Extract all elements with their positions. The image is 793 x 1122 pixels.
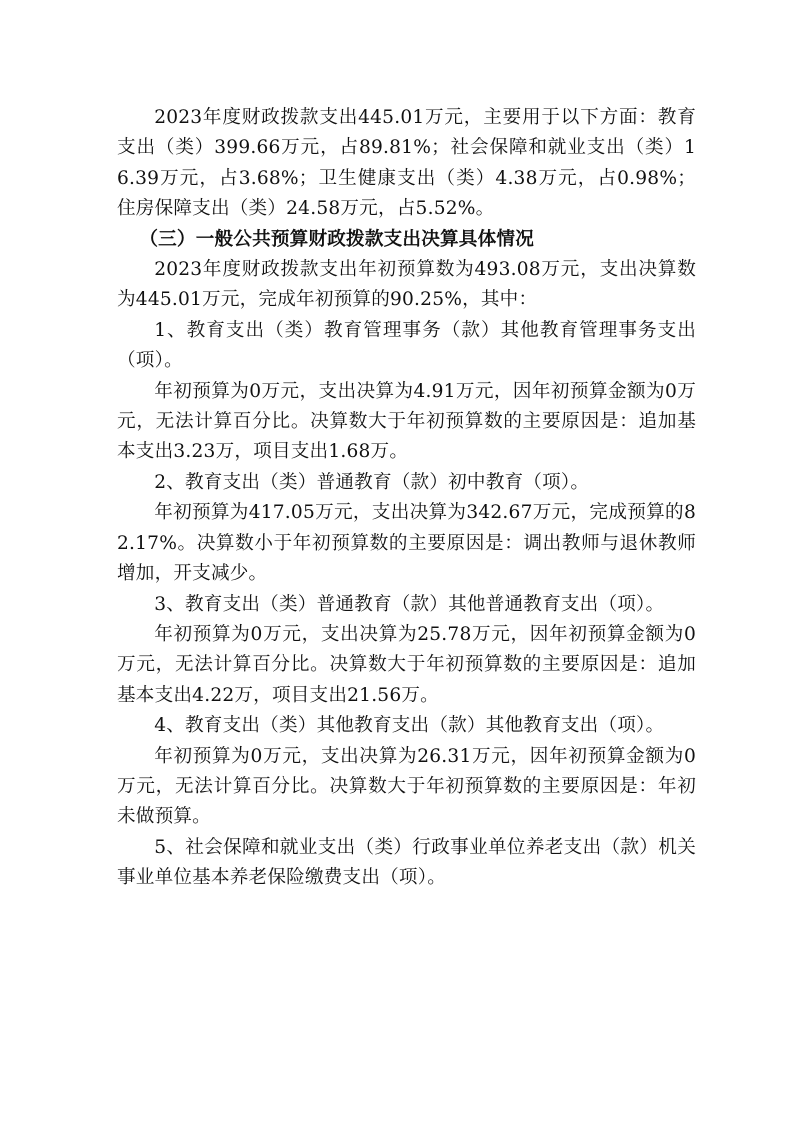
item-title-2: 2、教育支出（类）普通教育（款）初中教育（项）。 [154,471,590,493]
paragraph-budget-overview: 2023年度财政拨款支出年初预算数为493.08万元，支出决算数为445.01万元，完成年初预算的90.25%，其中： [117,259,696,311]
paragraph-expenditure-summary: 2023年度财政拨款支出445.01万元，主要用于以下方面：教育支出（类）399.66万元，占89.81%；社会保障和就业支出（类）16.39万元，占3.68%；卫生健康支出（类）4.38万元，占0.98%；住房保障支出（类）24.58万元，占5.52%。 [117,107,696,220]
item-title-4: 4、教育支出（类）其他教育支出（款）其他教育支出（项）。 [154,715,665,737]
item-detail-2: 年初预算为417.05万元，支出决算为342.67万元，完成预算的82.17%。决算数小于年初预算数的主要原因是：调出教师与退休教师增加，开支减少。 [117,502,696,585]
item-title-3: 3、教育支出（类）普通教育（款）其他普通教育支出（项）。 [154,593,665,615]
document-body [117,103,696,894]
item-detail-4: 年初预算为0万元，支出决算为26.31万元，因年初预算金额为0万元，无法计算百分比。决算数大于年初预算数的主要原因是：年初未做预算。 [117,745,696,828]
item-detail-3: 年初预算为0万元，支出决算为25.78万元，因年初预算金额为0万元，无法计算百分比。决算数大于年初预算数的主要原因是：追加基本支出4.22万，项目支出21.56万。 [117,623,696,706]
section-heading-general-budget: （三）一般公共预算财政拨款支出决算具体情况 [139,228,534,250]
item-title-5: 5、社会保障和就业支出（类）行政事业单位养老支出（款）机关事业单位基本养老保险缴费支出（项）。 [117,836,696,889]
item-title-1: 1、教育支出（类）教育管理事务（款）其他教育管理事务支出（项）。 [117,319,696,372]
item-detail-1: 年初预算为0万元，支出决算为4.91万元，因年初预算金额为0万元，无法计算百分比。决算数大于年初预算数的主要原因是：追加基本支出3.23万，项目支出1.68万。 [117,380,696,463]
